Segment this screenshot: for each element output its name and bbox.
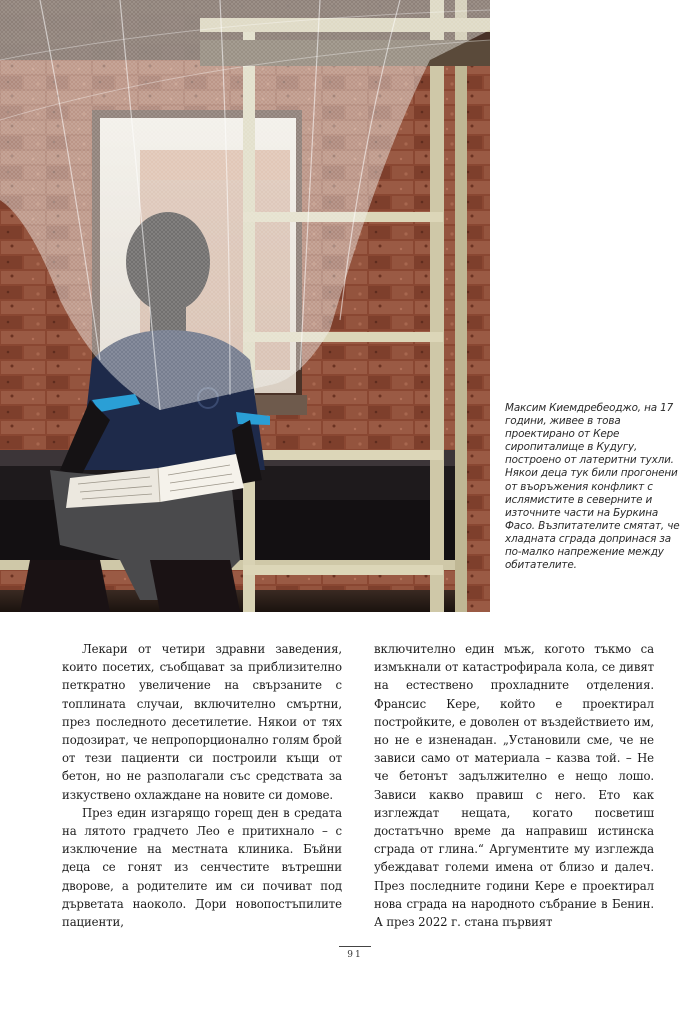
article-paragraph: През един изгарящо горещ ден в средата на лятото градчето Лео е притихнало – с изключение на местната клиника. Бъйни деца се гонят из сенчестите вътрешни дворове, а родителите им си почиват под дърветата наоколо. Дори новопостъпилите пациенти, — [62, 805, 342, 930]
page-number: 91 — [347, 950, 363, 960]
photo-boy-reading-under-mosquito-net — [0, 0, 490, 612]
article-paragraph: Лекари от четири здравни заведения, които посетих, съобщават за приблизително петкратно увеличение на свързаните с топлината случаи, включително смъртни, през последното десетилетие. Някои от тях подозират, че непропорционално голям брой от тези пациенти си построили къщи от бетон, но не разполагали със средствата за изкуствено охлаждане на новите си домове. — [62, 642, 342, 802]
page-number-rule — [339, 946, 371, 947]
photo-caption: Максим Киемдребеоджо, на 17 години, живее в това проектирано от Кере сиропиталище в Кудугу, построено от латеритни тухли. Някои деца тук били прогонени от въоръжения конфликт с ислямистите в северните и източните части на Буркина Фасо. Възпитателите смятат, че хладната сграда допринася за по-малко напрежение между обитателите. — [505, 402, 680, 572]
article-column-left — [62, 640, 342, 931]
article-paragraph: включително един мъж, когото тъкмо са измъкнали от катастрофирала кола, се дивят на естествено прохладните отделения. Франсис Кере, който е проектирал постройките, е доволен от въздействието им, но не е изненадан. „Установили сме, че не зависи само от материала – казва той. – Не че бетонът задължително е нещо лошо. Зависи какво правиш с него. Ето как изглеждат нещата, когато посветиш достатъчно време да направиш истинска сграда от глина.“ Аргументите му изглежда убеждават големи имена от близо и далеч. През последните години Кере е проектирал нова сграда на народното събрание в Бенин. А през 2022 г. стана първият — [374, 642, 654, 930]
article-column-right — [374, 640, 654, 931]
